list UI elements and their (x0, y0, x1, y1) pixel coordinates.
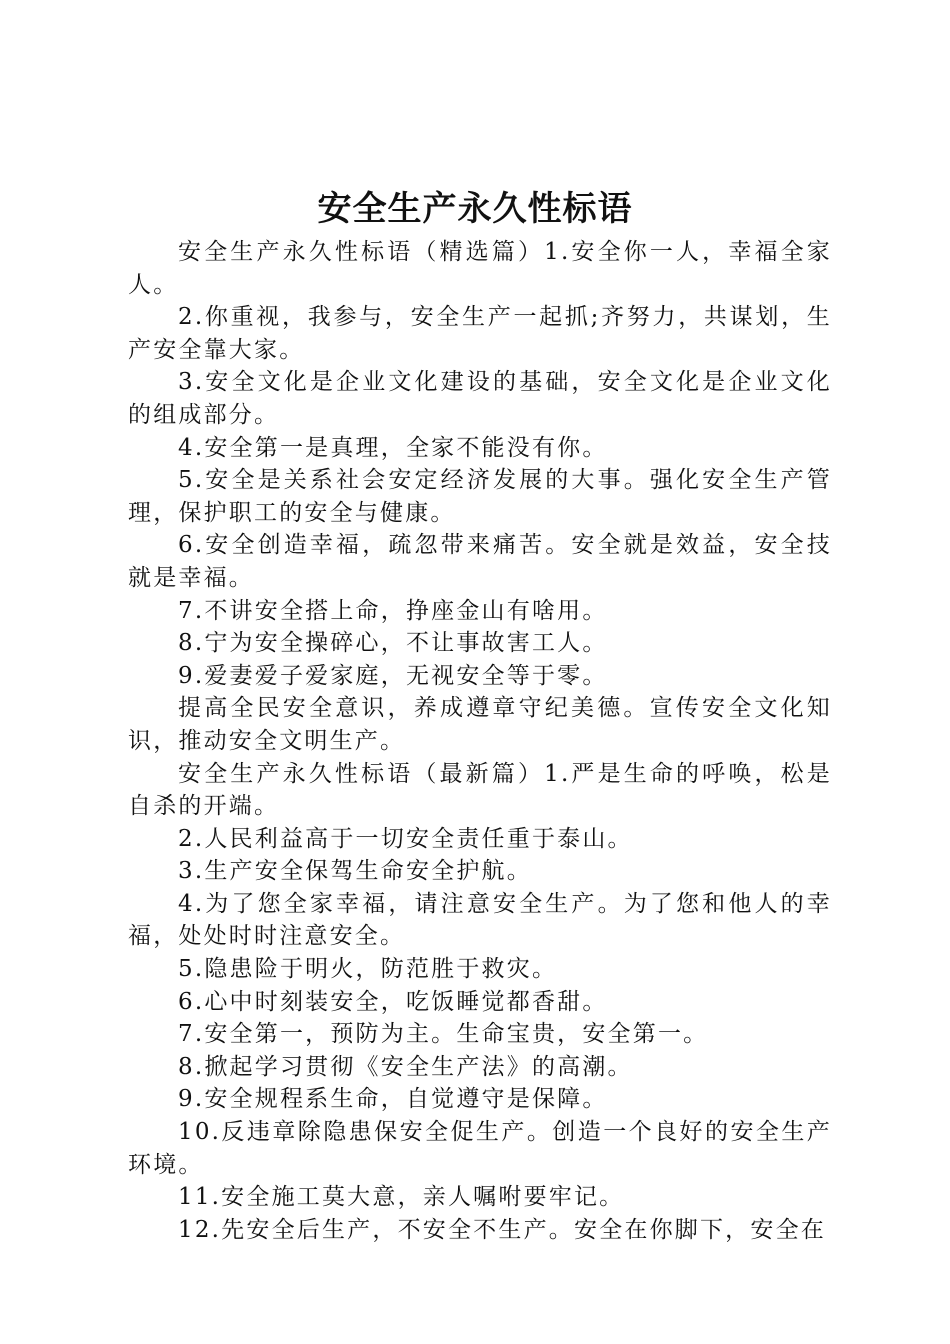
paragraph: 10.反违章除隐患保安全促生产。创造一个良好的安全生产环境。 (128, 1119, 832, 1178)
paragraph: 5.隐患险于明火，防范胜于救灾。 (178, 956, 558, 983)
paragraph: 3.安全文化是企业文化建设的基础，安全文化是企业文化的组成部分。 (128, 369, 832, 428)
paragraph: 提高全民安全意识，养成遵章守纪美德。宣传安全文化知识，推动安全文明生产。 (128, 695, 832, 754)
paragraph: 11.安全施工莫大意，亲人嘱咐要牢记。 (178, 1184, 625, 1211)
paragraph: 3.生产安全保驾生命安全护航。 (178, 858, 532, 885)
paragraph: 6.安全创造幸福，疏忽带来痛苦。安全就是效益，安全技就是幸福。 (128, 532, 832, 591)
paragraph: 6.心中时刻装安全，吃饭睡觉都香甜。 (178, 988, 608, 1015)
paragraph: 安全生产永久性标语（精选篇）1.安全你一人，幸福全家人。 (128, 239, 832, 298)
paragraph: 7.安全第一，预防为主。生命宝贵，安全第一。 (178, 1021, 709, 1048)
paragraph: 9.爱妻爱子爱家庭，无视安全等于零。 (178, 662, 608, 689)
paragraph: 4.安全第一是真理，全家不能没有你。 (178, 434, 608, 461)
paragraph: 4.为了您全家幸福，请注意安全生产。为了您和他人的幸福，处处时时注意安全。 (128, 890, 832, 950)
paragraph: 2.你重视，我参与，安全生产一起抓;齐努力，共谋划，生产安全靠大家。 (128, 304, 832, 363)
document-title: 安全生产永久性标语 (317, 189, 633, 229)
paragraph: 5.安全是关系社会安定经济发展的大事。强化安全生产管理，保护职工的安全与健康。 (128, 467, 832, 526)
document-body (128, 236, 832, 1246)
paragraph: 安全生产永久性标语（最新篇）1.严是生命的呼唤，松是自杀的开端。 (128, 760, 832, 820)
paragraph: 2.人民利益高于一切安全责任重于泰山。 (178, 825, 633, 852)
paragraph: 8.宁为安全操碎心，不让事故害工人。 (178, 630, 608, 657)
paragraph: 12.先安全后生产，不安全不生产。安全在你脚下，安全在 (178, 1216, 826, 1243)
paragraph: 7.不讲安全搭上命，挣座金山有啥用。 (178, 597, 608, 624)
paragraph: 8.掀起学习贯彻《安全生产法》的高潮。 (178, 1053, 633, 1080)
paragraph: 9.安全规程系生命，自觉遵守是保障。 (178, 1086, 608, 1113)
